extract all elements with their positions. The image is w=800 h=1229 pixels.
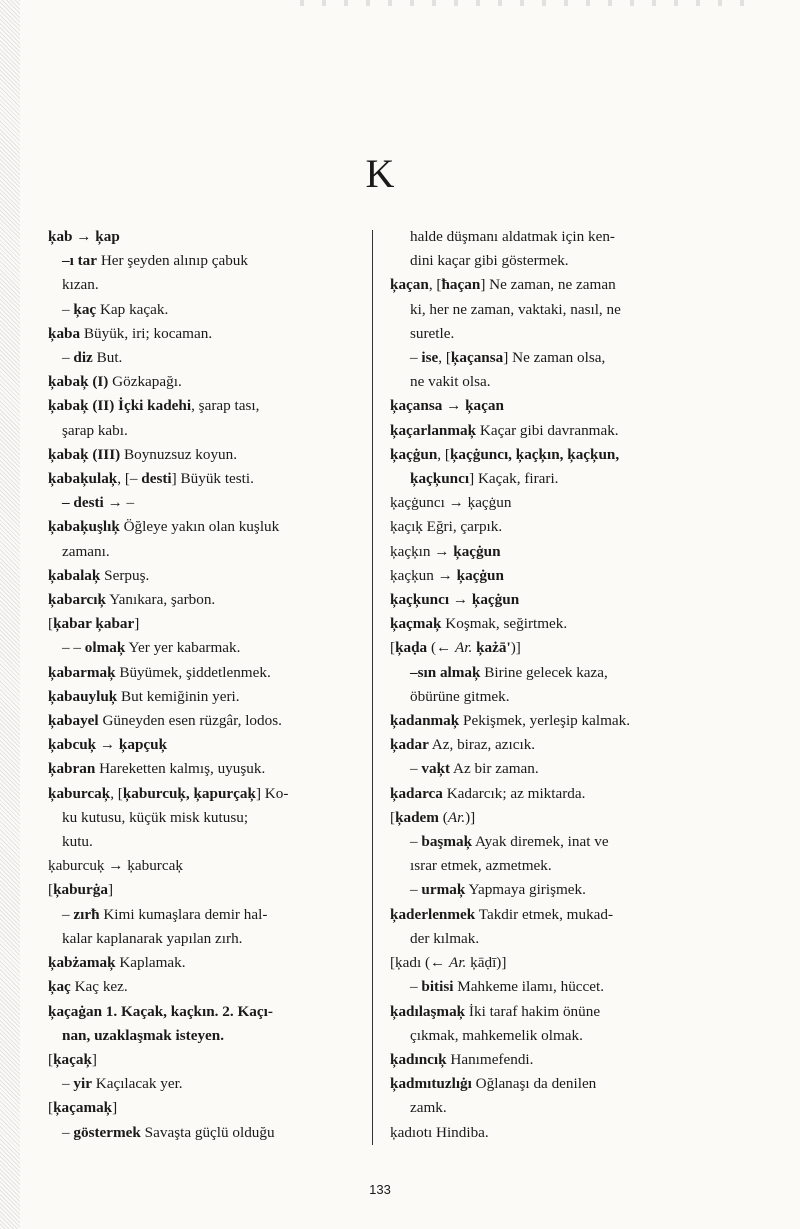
headword-text: ķabarmaķ [48,663,116,681]
definition-text: ķaçġuncı → ķaçġun [390,494,512,512]
dictionary-line [48,927,366,951]
definition-text: der kılmak. [410,929,480,947]
dictionary-line [48,564,366,588]
headword-text: ķaçġuncı, ķaçķın, ķaçķun, [449,445,620,463]
definition-text: [ [390,639,396,657]
dictionary-line [390,854,710,878]
headword-text: ķabaķuşlıķ [48,518,120,536]
definition-text: → [449,591,472,609]
headword-text: ķabauyluķ [48,687,118,705]
headword-text: ķadanmaķ [390,712,460,730]
definition-text: , şarap tası, [191,397,260,415]
definition-text: Büyük, iri; kocaman. [80,324,213,342]
dictionary-line [390,273,710,297]
dictionary-line [390,927,710,951]
headword-text: göstermek [73,1123,141,1141]
definition-text: ki, her ne zaman, vaktaki, nasıl, ne [410,300,621,318]
dictionary-line [390,540,710,564]
definition-text: öbürüne gitmek. [410,687,510,705]
headword-text: ķaçķuncı [410,470,470,488]
dictionary-line [48,661,366,685]
dictionary-line [390,225,710,249]
headword-text: ķabaķ (I) [48,373,109,391]
definition-text: – – [62,639,85,657]
definition-text: şarap kabı. [62,421,128,439]
dictionary-line [390,443,710,467]
dictionary-line [48,1072,366,1096]
definition-text: ] Kaçak, firari. [469,470,559,488]
headword-text: ķaba [48,324,81,342]
dictionary-line [390,636,710,660]
definition-text: Az, biraz, azıcık. [428,736,536,754]
headword-text: vaķt [421,760,451,778]
definition-text: Yapmaya girişmek. [465,881,586,899]
definition-text: Kadarcık; az miktarda. [442,784,586,802]
definition-text: → [96,736,119,754]
dictionary-line [48,467,366,491]
definition-text: ] Büyük testi. [171,470,254,488]
headword-text: – desti [62,494,104,512]
definition-text: Kimi kumaşlara demir hal- [99,905,268,923]
definition-text: (← [427,639,455,657]
definition-text: zamk. [410,1099,447,1117]
definition-text: [ [48,881,54,899]
headword-text: ķaçan [465,397,504,415]
headword-text: olmaķ [84,639,126,657]
definition-text: [ [390,808,396,826]
headword-text: ķaç [73,300,97,318]
dictionary-line [390,1072,710,1096]
definition-text: çıkmak, mahkemelik olmak. [410,1026,583,1044]
page-number: 133 [369,1182,391,1197]
definition-text: – [62,349,74,367]
definition-text: [ [48,1099,54,1117]
definition-text: Güneyden esen rüzgâr, lodos. [98,712,282,730]
definition-text: Hareketten kalmış, uyuşuk. [95,760,266,778]
headword-text: zırħ [73,905,100,923]
definition-text: ] Ne zaman, ne zaman [480,276,616,294]
headword-text: ķabcuķ [48,736,97,754]
headword-text: ķadar [390,736,429,754]
definition-text: – [410,881,422,899]
definition-text: Ar. [449,954,467,972]
dictionary-line [390,1096,710,1120]
headword-text: ķaburġa [53,881,108,899]
dictionary-line [48,975,366,999]
definition-text: Boynuzsuz koyun. [120,445,238,463]
definition-text: ( [438,808,448,826]
definition-text: ku kutusu, küçük misk kutusu; [62,808,249,826]
definition-text: [ [48,615,54,633]
headword-text: ķabarcıķ [48,591,106,609]
dictionary-line [390,467,710,491]
dictionary-line [48,1048,366,1072]
headword-text: ķadarca [390,784,443,802]
definition-text: ķaçķın → [390,542,454,560]
headword-text: ķadmıtuzlıġı [390,1075,472,1093]
dictionary-line [390,1000,710,1024]
headword-text: ķadıncıķ [390,1050,447,1068]
definition-text: Serpuş. [100,566,150,584]
definition-text: – [410,349,422,367]
dictionary-line [48,394,366,418]
headword-text: ķaderlenmek [390,905,476,923]
headword-text: ķaçġun [453,542,501,560]
definition-text: Ar. [447,808,466,826]
headword-text: ķaçansa [450,349,504,367]
dictionary-line [390,1024,710,1048]
dictionary-line [48,685,366,709]
definition-text: Öğleye yakın olan kuşluk [119,518,280,536]
dictionary-line [390,394,710,418]
section-letter-heading: K [365,151,395,196]
headword-text: ķaçġun [471,591,520,609]
dictionary-line [48,540,366,564]
dictionary-line [48,370,366,394]
definition-text: Ar. [455,639,473,657]
dictionary-line [48,1121,366,1145]
dictionary-line [48,225,366,249]
dictionary-line [390,951,710,975]
dictionary-line [390,588,710,612]
headword-text: ķadılaşmaķ [390,1002,466,1020]
dictionary-line [48,782,366,806]
dictionary-line [48,636,366,660]
definition-text: → – [103,494,135,512]
right-column [390,225,710,1145]
headword-text: ķaçarlanmaķ [390,421,477,439]
definition-text: Yanıkara, şarbon. [105,591,216,609]
definition-text: ] [107,881,113,899]
headword-text: ķabalaķ [48,566,101,584]
dictionary-line [48,419,366,443]
dictionary-line [48,733,366,757]
definition-text: kalar kaplanarak yapılan zırh. [62,929,243,947]
headword-text: ķaç [48,978,71,996]
scan-top-noise [300,0,760,6]
definition-text: Her şeyden alınıp çabuk [97,252,248,270]
dictionary-line [390,1121,710,1145]
definition-text: Gözkapağı. [108,373,182,391]
definition-text: Oğlanaşı da denilen [471,1075,597,1093]
dictionary-line [390,782,710,806]
headword-text: –sın almaķ [410,663,481,681]
dictionary-line [48,709,366,733]
headword-text: ħaçan [441,276,481,294]
definition-text: Ayak diremek, inat ve [472,833,609,851]
definition-text: ısrar etmek, azmetmek. [410,857,552,875]
headword-text: ķaçan [390,276,429,294]
dictionary-line [48,346,366,370]
definition-text: Takdir etmek, mukad- [475,905,614,923]
definition-text: – [62,905,74,923]
definition-text: – [410,760,422,778]
dictionary-line [390,903,710,927]
definition-text: kızan. [62,276,99,294]
definition-text: Yer yer kabarmak. [125,639,241,657]
definition-text: dini kaçar gibi göstermek. [410,252,569,270]
headword-text: ķabayel [48,712,99,730]
definition-text: – [62,1123,74,1141]
definition-text: ne vakit olsa. [410,373,491,391]
definition-text: ] Ne zaman olsa, [503,349,606,367]
headword-text: ķapçuķ [118,736,168,754]
headword-text: desti [141,470,172,488]
dictionary-line [390,346,710,370]
dictionary-line [48,491,366,515]
column-divider [372,230,373,1145]
definition-text: Az bir zaman. [450,760,539,778]
headword-text: ķaçansa [390,397,443,415]
definition-text: zamanı. [62,542,110,560]
dictionary-line [390,661,710,685]
definition-text: ] [112,1099,118,1117]
definition-text: But. [92,349,123,367]
definition-text: Kaçar gibi davranmak. [476,421,619,439]
headword-text: ķabaķ (III) [48,445,121,463]
definition-text: – [410,978,422,996]
dictionary-line [390,564,710,588]
headword-text: ķabżamaķ [48,954,116,972]
dictionary-line [48,903,366,927]
definition-text: ķaçıķ Eğri, çarpık. [390,518,503,536]
headword-text: yir [73,1075,92,1093]
dictionary-line [390,491,710,515]
definition-text: kutu. [62,833,93,851]
headword-text: ķap [95,228,120,245]
left-column [48,225,366,1145]
headword-text: başmaķ [421,833,473,851]
definition-text: )] [465,808,476,826]
headword-text: nan, uzaklaşmak isteyen. [62,1026,225,1044]
dictionary-line [48,1024,366,1048]
dictionary-line [48,443,366,467]
definition-text: ķaburcuķ → ķaburcaķ [48,857,183,875]
definition-text: halde düşmanı aldatmak için ken- [410,228,615,245]
headword-text: ķaçġun [456,566,504,584]
definition-text: , [ [110,784,123,802]
definition-text: But kemiğinin yeri. [117,687,240,705]
definition-text: )] [510,639,521,657]
definition-text: Mahkeme ilamı, hüccet. [453,978,605,996]
definition-text: [ [48,1050,54,1068]
dictionary-line [48,951,366,975]
definition-text: , [ [428,276,442,294]
dictionary-line [390,612,710,636]
headword-text: ķabaķulaķ [48,470,118,488]
dictionary-line [390,1048,710,1072]
definition-text: suretle. [410,324,455,342]
headword-text: –ı tar [62,252,98,270]
dictionary-line [48,273,366,297]
dictionary-line [390,878,710,902]
definition-text: Pekişmek, yerleşip kalmak. [459,712,631,730]
headword-text: bitisi [421,978,454,996]
dictionary-line [390,298,710,322]
definition-text: İki taraf hakim önüne [465,1002,601,1020]
headword-text: ķaçġun [390,445,438,463]
definition-text: ] [134,615,140,633]
definition-text: Birine gelecek kaza, [480,663,608,681]
dictionary-line [48,854,366,878]
dictionary-line [390,370,710,394]
dictionary-line [48,298,366,322]
definition-text: Kap kaçak. [96,300,169,318]
headword-text: ķaçaġan 1. Kaçak, kaçkın. 2. Kaçı- [48,1002,273,1020]
dictionary-line [48,830,366,854]
definition-text: ķāḍī)] [466,954,507,972]
definition-text: , [ [438,349,451,367]
headword-text: ķaburcaķ [48,784,111,802]
headword-text: ise [421,349,439,367]
definition-text: Kaplamak. [115,954,186,972]
dictionary-line [48,249,366,273]
dictionary-line [390,757,710,781]
definition-text: ] Ko- [255,784,289,802]
definition-text: Kaç kez. [70,978,128,996]
definition-text: , [– [117,470,142,488]
dictionary-line [48,1096,366,1120]
dictionary-line [390,733,710,757]
headword-text: ķażā' [476,639,511,657]
dictionary-line [48,1000,366,1024]
headword-text: urmaķ [421,881,466,899]
headword-text: ķadem [395,808,439,826]
dictionary-line [48,322,366,346]
dictionary-line [48,588,366,612]
definition-text: ķaçķun → [390,566,457,584]
headword-text: ķaḍa [395,639,428,657]
dictionary-line [390,249,710,273]
definition-text: → [72,228,96,245]
headword-text: ķaburcuķ, ķapurçaķ [122,784,256,802]
definition-text: – [62,1075,74,1093]
headword-text: ķaçķuncı [390,591,450,609]
dictionary-line [390,709,710,733]
definition-text: ] [91,1050,97,1068]
definition-text: Savaşta güçlü olduğu [140,1123,275,1141]
definition-text: Büyümek, şiddetlenmek. [115,663,271,681]
dictionary-line [390,322,710,346]
headword-text: ķaçaķ [53,1050,92,1068]
headword-text: ķab [48,228,73,245]
dictionary-line [48,515,366,539]
definition-text: – [62,300,74,318]
headword-text: ķabran [48,760,96,778]
dictionary-line [390,419,710,443]
dictionary-line [390,806,710,830]
dictionary-line [390,830,710,854]
headword-text: diz [73,349,93,367]
definition-text: , [ [437,445,450,463]
headword-text: ķaçamaķ [53,1099,113,1117]
definition-text: Koşmak, seğirtmek. [441,615,568,633]
definition-text: Hanımefendi. [446,1050,534,1068]
headword-text: ķabaķ (II) İçki kadehi [48,397,192,415]
dictionary-line [390,975,710,999]
dictionary-line [48,757,366,781]
dictionary-line [48,612,366,636]
definition-text: – [410,833,422,851]
headword-text: ķabar ķabar [53,615,135,633]
dictionary-line [390,515,710,539]
headword-text: ķaçmaķ [390,615,442,633]
dictionary-line [48,806,366,830]
definition-text: [ķadı (← [390,954,450,972]
dictionary-line [390,685,710,709]
dictionary-line [48,878,366,902]
definition-text: → [442,397,466,415]
definition-text: Kaçılacak yer. [91,1075,183,1093]
definition-text: ķadıotı Hindiba. [390,1123,489,1141]
